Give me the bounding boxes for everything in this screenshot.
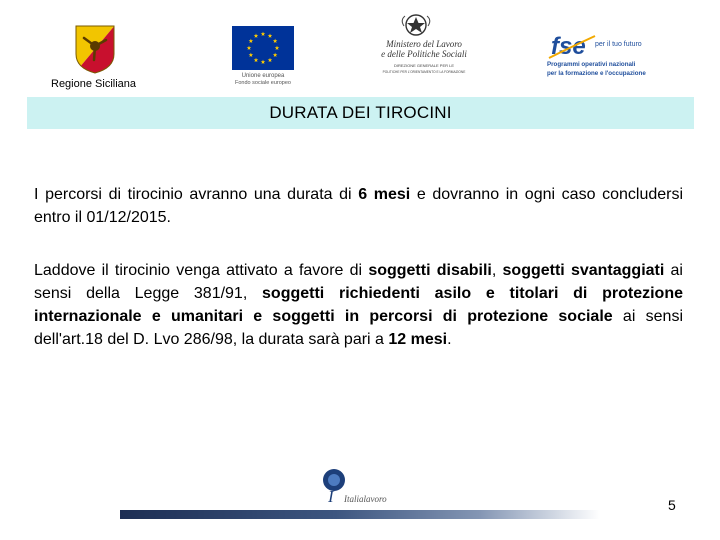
fse-line-1: per il tuo futuro (595, 41, 642, 48)
ministero-line-1: Ministero del Lavoro (386, 39, 462, 49)
ministero-line-3: DIREZIONE GENERALE PER LE (393, 63, 455, 68)
footer-decorative-line (120, 510, 600, 519)
bold-text-segment: soggetti richiedenti asilo e titolari di protezione internazionale e umanitari e soggetti in percorsi di protezione sociale (34, 285, 684, 325)
page-number: 5 (668, 497, 676, 513)
text-segment: ai sensi dell'art.18 del D. Lvo 286/98, la durata sarà pari a (34, 308, 683, 348)
text-segment: ai sensi della Legge 381/91, (34, 262, 683, 302)
bold-text-segment: soggetti svantaggiati (502, 262, 665, 279)
text-segment: I percorsi di tirocinio avranno una durata di (34, 186, 359, 203)
paragraph-duration (34, 183, 683, 229)
italialavoro-logo (318, 462, 398, 508)
eu-flag-logo (230, 26, 296, 88)
ministero-line-4: POLITICHE PER L'ORIENTAMENTO E LA FORMAZIONE (382, 70, 466, 74)
svg-text:I: I (328, 487, 334, 506)
paragraph-extended-duration (34, 259, 683, 351)
bold-text-segment: 12 mesi (388, 331, 448, 348)
ministero-line-2: e delle Politiche Sociali (381, 49, 467, 59)
italialavoro-text: Italialavoro (344, 494, 387, 504)
regione-siciliana-shield-logo (74, 24, 116, 74)
fse-line-3: per la formazione e l'occupazione (547, 70, 646, 77)
text-segment: , (491, 262, 503, 279)
eu-line-1: Unione europea (241, 73, 285, 79)
regione-siciliana-caption: Regione Siciliana (51, 78, 136, 90)
ministero-lavoro-emblem-logo (374, 12, 474, 88)
fse-line-2: Programmi operativi nazionali (547, 61, 636, 68)
text-segment: Laddove il tirocinio venga attivato a favore di (34, 262, 369, 279)
slide-title: DURATA DEI TIROCINI (269, 103, 452, 122)
eu-line-2: Fondo sociale europeo (235, 80, 291, 86)
text-segment: . (447, 331, 452, 348)
text-segment: e dovranno in ogni caso concludersi entro il 01/12/2015. (34, 186, 684, 226)
bold-text-segment: soggetti disabili (368, 262, 492, 279)
title-band (27, 97, 694, 129)
bold-text-segment: 6 mesi (358, 186, 411, 203)
fse-programmi-operativi-logo (545, 30, 665, 82)
svg-text:fse: fse (551, 33, 586, 60)
